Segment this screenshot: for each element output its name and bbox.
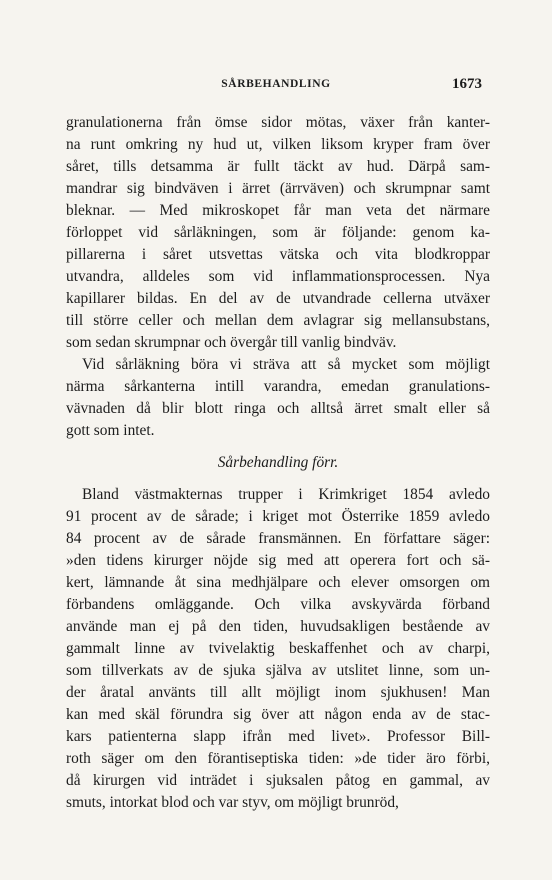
text-line: till större celler och mellan dem avlagrar sig mellansubstans, [66,312,490,329]
text-line: gammalt linne av tvivelaktig beskaffenhet och av charpi, [66,640,490,657]
text-line: förloppet vid sårläkningen, som är följande: genom ka- [66,224,490,241]
text-line: 91 procent av de sårade; i kriget mot Österrike 1859 avledo [66,508,490,525]
text-line: gott som intet. [66,422,155,439]
text-line: kars patienterna slapp ifrån med livet». Professor Bill- [66,728,490,745]
paragraph-1 [66,112,490,354]
text-line: som tillverkats av de sjuka själva av utslitet linne, som un- [66,662,490,679]
text-line: närma sårkanterna intill varandra, emedan granulations- [66,378,490,395]
paragraph-2 [66,354,490,442]
text-line: 84 procent av de sårade fransmännen. En författare säger: [66,530,490,547]
text-line: såret, tills detsamma är fullt täckt av hud. Därpå sam- [66,158,490,175]
text-line: utvandra, alldeles som vid inflammationsprocessen. Nya [66,268,490,285]
text-line: använde man ej på den tiden, huvudsakligen bestående av [66,618,490,635]
body-text [66,112,490,814]
running-head-title: SÅRBEHANDLING [221,78,331,90]
text-line: mandrar sig bindväven i ärret (ärrväven) och skrumpnar samt [66,180,490,197]
text-line: vävnaden då blir blott ringa och alltså ärret smalt eller så [66,400,490,417]
text-line: roth säger om den förantiseptiska tiden: »de tider äro förbi, [66,750,490,767]
text-line: som sedan skrumpnar och övergår till vanlig bindväv. [66,334,397,351]
running-head [0,76,552,96]
text-line: förbandens omläggande. Och vilka avskyvärda förband [66,596,490,613]
text-line: der åratal använts till allt möjligt inom sjukhusen! Man [66,684,490,701]
text-line: bleknar. — Med mikroskopet får man veta det närmare [66,202,490,219]
text-line: granulationerna från ömse sidor mötas, växer från kanter- [66,114,490,131]
section-heading: Sårbehandling förr. [217,454,339,471]
text-line: kapillarer bildas. En del av de utvandrade cellerna utväxer [66,290,490,307]
text-line: »den tidens kirurger nöjde sig med att operera fort och sä- [66,552,490,569]
text-line: smuts, intorkat blod och var styv, om möjligt brunröd, [66,794,399,811]
text-line: pillarerna i såret utsvettas vätska och vita blodkroppar [66,246,490,263]
text-line: då kirurgen vid inträdet i sjuksalen påtog en gammal, av [66,772,490,789]
text-line: Vid sårläkning böra vi sträva att så mycket som möjligt [82,356,490,373]
paragraph-3 [66,484,490,814]
text-line: kan med skäl förundra sig över att någon enda av de stac- [66,706,490,723]
text-line: Bland västmakternas trupper i Krimkriget 1854 avledo [82,486,490,503]
text-line: na runt omkring ny hud ut, vilken liksom kryper fram över [66,136,490,153]
text-line: kert, lämnande åt sina medhjälpare och elever omsorgen om [66,574,490,591]
page-number: 1673 [452,76,482,92]
